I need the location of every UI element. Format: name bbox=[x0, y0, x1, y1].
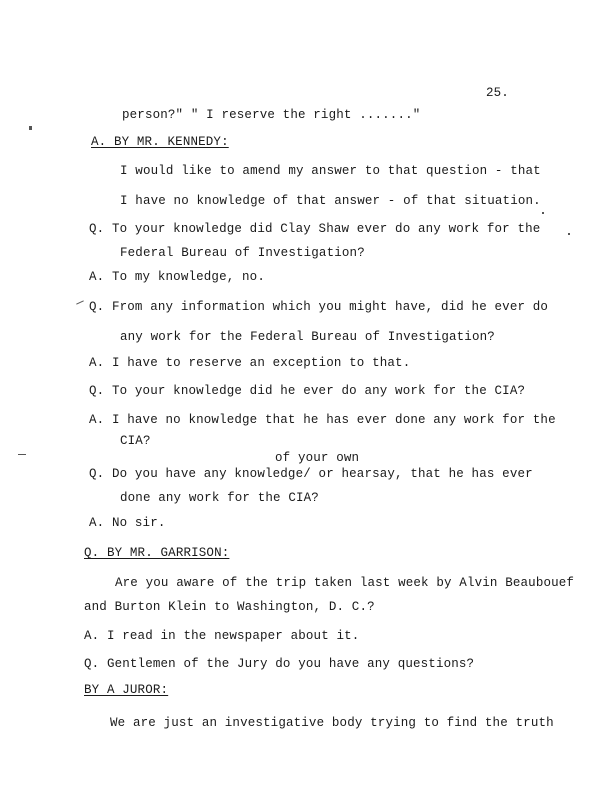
speaker-heading: Q. BY MR. GARRISON: bbox=[84, 546, 230, 560]
question-line: Q. To your knowledge did he ever do any work for the CIA? bbox=[89, 384, 526, 398]
text-line: We are just an investigative body trying to find the truth bbox=[110, 716, 554, 730]
scan-speck bbox=[568, 233, 570, 235]
answer-line: A. I have no knowledge that he has ever done any work for the bbox=[89, 413, 556, 427]
text-line: Are you aware of the trip taken last week by Alvin Beaubouef bbox=[115, 576, 575, 590]
text-line: person?" " I reserve the right ......." bbox=[122, 108, 421, 122]
answer-line: A. I read in the newspaper about it. bbox=[84, 629, 360, 643]
question-line: Q. From any information which you might have, did he ever do bbox=[89, 300, 549, 314]
question-line: Q. Gentlemen of the Jury do you have any questions? bbox=[84, 657, 475, 671]
answer-line: A. I have to reserve an exception to that. bbox=[89, 356, 411, 370]
text-line: and Burton Klein to Washington, D. C.? bbox=[84, 600, 375, 614]
scan-dash bbox=[18, 454, 26, 455]
scan-tick bbox=[76, 300, 84, 304]
speaker-heading: A. BY MR. KENNEDY: bbox=[91, 135, 229, 149]
answer-line: A. No sir. bbox=[89, 516, 166, 530]
speaker-heading: BY A JUROR: bbox=[84, 683, 169, 697]
text-line: I would like to amend my answer to that question - that bbox=[120, 164, 541, 178]
answer-line: A. To my knowledge, no. bbox=[89, 270, 265, 284]
text-line: any work for the Federal Bureau of Investigation? bbox=[120, 330, 495, 344]
scan-speck bbox=[542, 212, 544, 214]
scan-speck bbox=[29, 126, 32, 130]
text-line: Federal Bureau of Investigation? bbox=[120, 246, 365, 260]
text-line: done any work for the CIA? bbox=[120, 491, 319, 505]
question-line: Q. Do you have any knowledge/ or hearsay, that he has ever bbox=[89, 467, 533, 481]
text-line: CIA? bbox=[120, 434, 151, 448]
handwritten-insertion: of your own bbox=[275, 451, 360, 465]
text-line: I have no knowledge of that answer - of that situation. bbox=[120, 194, 541, 208]
question-line: Q. To your knowledge did Clay Shaw ever do any work for the bbox=[89, 222, 541, 236]
page-number: 25. bbox=[486, 86, 509, 100]
